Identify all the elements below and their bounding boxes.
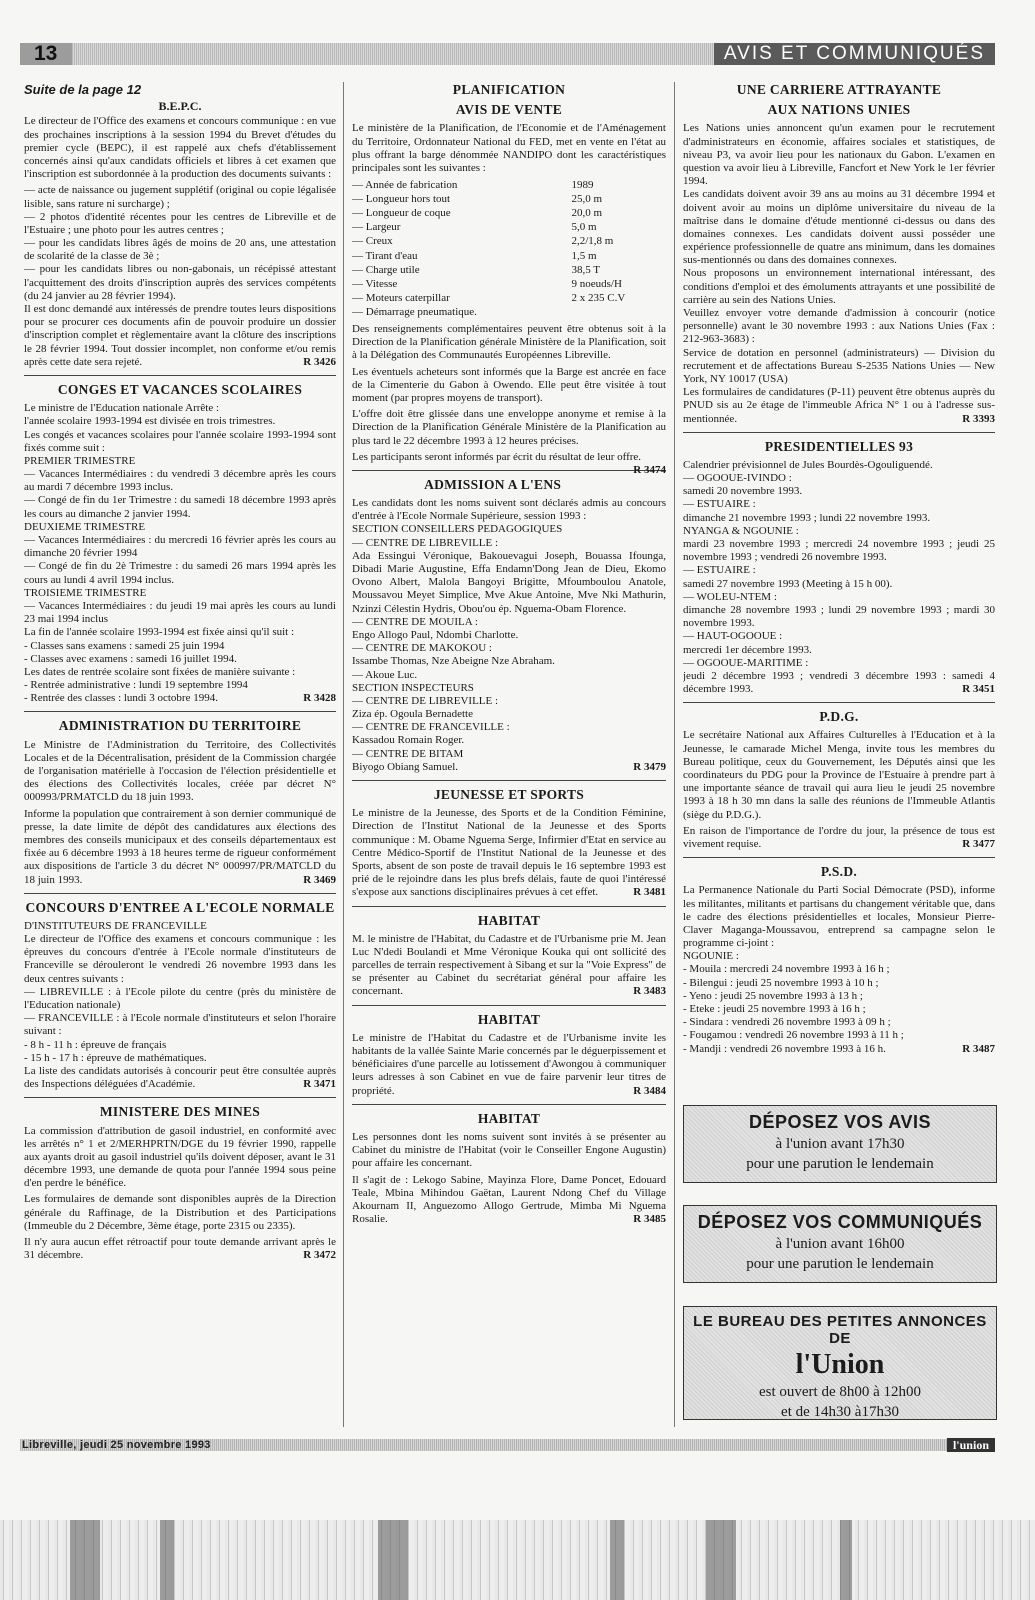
spec-label: — Année de fabrication xyxy=(352,178,458,191)
notice-ref: R 3471 xyxy=(303,1078,336,1091)
list-item: — LIBREVILLE : à l'Ecole pilote du centre (près du ministère de l'Education nationale) xyxy=(24,985,336,1012)
notice-ref: R 3472 xyxy=(303,1249,336,1262)
notice-text: Informe la population que contrairement à son dernier communiqué de presse, la date limite de dépôt des candidatures aux élections des membres des conseils municipaux et des conseils départementaux est fixée au 6 décembre 1993 à 18 heures terme de rigueur conformément aux dispositions de l'article 3 du décret N° 000997/PR/MATCLD du 18 juin 1993. xyxy=(24,807,336,886)
notice-jeunesse xyxy=(352,787,666,900)
spec-row xyxy=(352,277,666,291)
spec-value: 20,0 m xyxy=(571,207,603,219)
divider xyxy=(24,711,336,712)
list-item: — OGOOUE-MARITIME : xyxy=(683,656,809,669)
notice-ref: R 3485 xyxy=(633,1213,666,1226)
scan-artifact xyxy=(840,1520,852,1600)
list-item: NYANGA & NGOUNIE : xyxy=(683,524,799,537)
notice-pdg xyxy=(683,709,995,851)
list-item: — Congé de fin du 2è Trimestre : du samedi 26 mars 1994 après les cours au lundi 4 avril 1994 inclus. xyxy=(24,560,336,586)
list-item: Les Nations unies annoncent qu'un examen pour le recrutement d'administrateurs en économie, affaires sociales et statistiques, de niveau P3, va avoir lieu pour les nationaux du Gabon. L'examen en question va avoir lieu à Libreville, Fancfort et New York le 1er février 1994. xyxy=(683,122,995,188)
notice-title: PLANIFICATION xyxy=(452,82,566,97)
notice-text: L'offre doit être glissée dans une enveloppe anonyme et remise à la Direction de la Planification Générale Ministère de la Planification au plus tard le 22 décembre 1993 à 12 heures précises. xyxy=(352,408,666,447)
spec-label: — Vitesse xyxy=(352,277,398,290)
notice-carriere xyxy=(683,82,995,426)
notice-text: Le secrétaire National aux Affaires Culturelles à l'Education et à la Jeunesse, le camarade Michel Menga, invite tous les membres du Bureau politique, ceux du Gouvernement, les Députés ainsi que les coordinateurs du PDG pour la Province de l'Estuaire à prendre part à une importante séance de travail qui aura lieu le jeudi 25 novembre 1993 à 18 h 30 mn dans la salle des réunions de l'Immeuble Atlantis (siège du P.D.G.). xyxy=(683,729,995,821)
spec-row xyxy=(352,263,666,277)
list-item: — CENTRE DE MAKOKOU : xyxy=(352,642,492,655)
list xyxy=(24,402,336,692)
notice-text: Le ministre de l'Habitat du Cadastre et de l'Urbanisme invite les habitants de la vallée Sainte Marie concernés par le déguerpissement et bénéficiaires d'une parcelle au lotissement d'Awongou à communiquer leurs adresses à son Cabinet en vue de faire parvenir leur titres de propriété. xyxy=(352,1031,666,1097)
notice-text: Les formulaires de demande sont disponibles auprès de la Direction générale du Raffinage, de la Distribution et des Participations (Immeuble du 2 Décembre, 3ème étage, porte 2315 ou 2335). xyxy=(24,1193,336,1232)
list-item: — CENTRE DE LIBREVILLE : xyxy=(352,536,499,549)
notice-ref: R 3451 xyxy=(962,683,995,696)
list-item: mardi 23 novembre 1993 ; mercredi 24 novembre 1993 ; jeudi 25 novembre 1993 ; vendredi 26 novembre 1993. xyxy=(683,538,995,564)
spec-value: 1989 xyxy=(571,178,594,191)
footer-date: Libreville, jeudi 25 novembre 1993 xyxy=(22,1439,211,1451)
list-item: — FRANCEVILLE : à l'Ecole normale d'instituteurs et selon l'horaire suivant : xyxy=(24,1012,336,1038)
notice-ref: R 3487 xyxy=(962,1042,995,1055)
list-item: — pour les candidats libres ou non-gabonais, un récépissé attestant l'acquittement des droits d'inscription auprès des services compétents (du 24 janvier au 28 février 1994). xyxy=(24,263,336,302)
notice-title: P.D.G. xyxy=(819,709,859,725)
scan-artifact xyxy=(160,1520,174,1600)
box-brand: l'Union xyxy=(795,1349,885,1380)
notice-ref: R 3483 xyxy=(633,985,666,998)
notice-title: UNE CARRIERE ATTRAYANTE xyxy=(736,82,942,97)
spec-value: 2 x 235 C.V xyxy=(571,292,626,305)
spec-row xyxy=(352,235,666,249)
spec-row xyxy=(352,292,666,306)
list-item: Kassadou Romain Roger. xyxy=(352,734,465,747)
spec-label: — Charge utile xyxy=(352,263,420,276)
notice-habitat-1 xyxy=(352,913,666,999)
list-item: Nous proposons un environnement international intéressant, des conditions d'emploi et des émoluments attrayants et une possibilité de carrière au sein des Nations Unies. xyxy=(683,267,995,306)
divider xyxy=(24,375,336,376)
list-item: DEUXIEME TRIMESTRE xyxy=(24,520,146,533)
notice-ref: R 3477 xyxy=(962,837,995,850)
notice-ref: R 3426 xyxy=(303,355,336,368)
notice-text xyxy=(24,1236,336,1262)
box-line: à l'union avant 16h00 xyxy=(775,1236,905,1252)
notice-text xyxy=(24,808,336,887)
list-item: samedi 20 novembre 1993. xyxy=(683,485,803,498)
list xyxy=(352,497,666,761)
list-item: — WOLEU-NTEM : xyxy=(683,590,777,603)
list-item: Les congés et vacances scolaires pour l'année scolaire 1993-1994 sont fixés comme suit : xyxy=(24,428,336,454)
list-item: l'année scolaire 1993-1994 est divisée en trois trimestres. xyxy=(24,415,276,428)
list-item: — CENTRE DE MOUILA : xyxy=(352,615,478,628)
list-item: — CENTRE DE FRANCEVILLE : xyxy=(352,721,510,734)
list-item: — OGOOUE-IVINDO : xyxy=(683,472,792,485)
notice-title: HABITAT xyxy=(477,912,541,928)
list-item: - Classes sans examens : samedi 25 juin 1994 xyxy=(24,639,225,652)
notice-text: Biyogo Obiang Samuel. xyxy=(352,760,459,773)
divider xyxy=(24,1097,336,1098)
list-item: SECTION CONSEILLERS PEDAGOGIQUES xyxy=(352,523,563,536)
notice-text: Les participants seront informés par écrit du résultat de leur offre. xyxy=(352,450,642,463)
notice-text xyxy=(683,825,995,851)
list-item: - Mouila : mercredi 24 novembre 1993 à 16 h ; xyxy=(683,963,890,976)
list-item: dimanche 21 novembre 1993 ; lundi 22 novembre 1993. xyxy=(683,511,931,524)
notice-mines xyxy=(24,1104,336,1262)
list-item: samedi 27 novembre 1993 (Meeting à 15 h 00). xyxy=(683,577,893,590)
list-item: NGOUNIE : xyxy=(683,950,739,963)
notice-title: HABITAT xyxy=(477,1110,541,1126)
notice-presidentielles xyxy=(683,439,995,697)
spec-row xyxy=(352,207,666,221)
notice-ref: R 3479 xyxy=(633,760,666,773)
divider xyxy=(352,780,666,781)
divider xyxy=(352,906,666,907)
list-item: Ada Essingui Véronique, Bakouevagui Joseph, Bouassa Ifounga, Dibadi Marie Augustine, Effa Endamn'Dong Jean de Dieu, Ekomo Ovono Albert, Malola Bangoyi Brigitte, Mfoumboulou Anatole, Moussavou Meyet Simplice, Mve Akue Antoine, Mve Nki Mathurin, Nzinzi Célestin Hydris, Obou'ou ép. Nguema-Obam Florence. xyxy=(352,549,666,615)
divider xyxy=(352,1104,666,1105)
spec-value: 38,5 T xyxy=(571,263,601,276)
column-rule xyxy=(343,82,344,1427)
list-item: TROISIEME TRIMESTRE xyxy=(24,586,147,599)
notice-ref: R 3428 xyxy=(303,692,336,705)
notice-text xyxy=(683,1043,995,1056)
list-item: - Sindara : vendredi 26 novembre 1993 à 09 h ; xyxy=(683,1016,891,1029)
notice-text xyxy=(352,807,666,899)
notice-habitat-2 xyxy=(352,1012,666,1098)
spec-label: — Longueur hors tout xyxy=(352,192,451,205)
spec-row xyxy=(352,249,666,263)
notice-text: Il n'y aura aucun effet rétroactif pour toute demande arrivant après le 31 décembre. xyxy=(24,1236,336,1262)
spec-row xyxy=(352,178,666,192)
notice-subtitle: AVIS DE VENTE xyxy=(455,102,563,118)
notice-ens xyxy=(352,477,666,774)
list-item: dimanche 28 novembre 1993 ; lundi 29 novembre 1993 ; mardi 30 novembre 1993. xyxy=(683,603,995,630)
notice-conges xyxy=(24,382,336,706)
notice-text: - Mandji : vendredi 26 novembre 1993 à 16 h. xyxy=(683,1042,886,1055)
notice-ref: R 3474 xyxy=(633,463,666,476)
ad-box-communiques xyxy=(683,1205,997,1283)
notice-text xyxy=(352,761,666,774)
notice-title: CONCOURS D'ENTREE A L'ECOLE NORMALE xyxy=(25,899,335,915)
spec-label: — Tirant d'eau xyxy=(352,249,418,262)
list-item: - 15 h - 17 h : épreuve de mathématiques. xyxy=(24,1051,207,1064)
list-item: — HAUT-OGOOUE : xyxy=(683,630,783,643)
spec-value: 9 noeuds/H xyxy=(571,277,622,290)
notice-text: Il est donc demandé aux intéressés de prendre toutes leurs dispositions pour se procurer ces documents afin de pouvoir produire un dossier d'inscription complet et règlementaire avant la clôture des inscriptions le 28 février 1994. Tout dossier incomplet, non conforme et/ou remis après cette date sera rejeté. xyxy=(24,303,336,368)
notice-text xyxy=(683,386,995,426)
spec-value xyxy=(572,306,667,320)
section-title: AVIS ET COMMUNIQUÉS xyxy=(714,43,995,65)
notice-text xyxy=(352,450,666,476)
notice-administration xyxy=(24,718,336,886)
notice-title: CONGES ET VACANCES SCOLAIRES xyxy=(57,381,303,397)
notice-title: ADMISSION A L'ENS xyxy=(424,476,562,492)
list-item: Les dates de rentrée scolaire sont fixées de manière suivante : xyxy=(24,665,296,678)
spec-label: — Démarrage pneumatique. xyxy=(352,306,477,319)
ad-box-avis xyxy=(683,1105,997,1183)
notice-text: Les personnes dont les noms suivent sont invités à se présenter au Cabinet du ministre de l'Habitat (voir le Conseiller Engone Augustin) pour affaire les concernant. xyxy=(352,1130,666,1170)
notice-title: PRESIDENTIELLES 93 xyxy=(764,438,914,454)
spec-label: — Creux xyxy=(352,235,393,248)
notice-title: ADMINISTRATION DU TERRITOIRE xyxy=(58,718,302,734)
box-line: pour une parution le lendemain xyxy=(746,1156,934,1172)
notice-title: B.E.P.C. xyxy=(158,99,202,113)
list-item: Service de dotation en personnel (administrateurs) — Division du recrutement et de affectations Bureau S-2535 Nations Unies — New York, NY 10017 (USA) xyxy=(683,346,995,385)
list-item: — Vacances Intermédiaires : du jeudi 19 mai après les cours au lundi 23 mai 1994 inclus xyxy=(24,599,336,626)
box-heading: DÉPOSEZ VOS COMMUNIQUÉS xyxy=(697,1212,983,1232)
box-line: pour une parution le lendemain xyxy=(746,1256,934,1272)
notice-text: jeudi 2 décembre 1993 ; vendredi 3 décembre 1993 : samedi 4 décembre 1993. xyxy=(683,669,995,696)
scan-artifact xyxy=(706,1520,736,1600)
notice-bepc xyxy=(24,99,336,369)
notice-text: Des renseignements complémentaires peuvent être obtenus soit à la Direction de la Planification générale Ministère de la Planification, soit à la Délégation des Communautés Européennes Libreville. xyxy=(352,323,666,362)
list-item: Le directeur de l'Office des examens et concours communique : les épreuves du concours d'entrée à l'Ecole normale d'instituteurs de Franceville se dérouleront le vendredi 26 novembre 1993 dans les deux centres suivants : xyxy=(24,933,336,985)
notice-text: Les éventuels acheteurs sont informés que la Barge est ancrée en face de la Cimenterie du Gabon à Owendo. Elle peut être visitée à tout moment (par propres moyens de transport). xyxy=(352,365,666,404)
notice-ref: R 3469 xyxy=(303,873,336,886)
scan-artifact xyxy=(70,1520,100,1600)
spec-label: — Largeur xyxy=(352,221,401,234)
notice-text: - Rentrée des classes : lundi 3 octobre 1994. xyxy=(24,692,218,705)
notice-psd xyxy=(683,864,995,1056)
spec-value: 2,2/1,8 m xyxy=(571,235,614,248)
notice-text xyxy=(352,1174,666,1227)
notice-text xyxy=(683,670,995,696)
divider xyxy=(683,857,995,858)
list-item: - Rentrée administrative : lundi 19 septembre 1994 xyxy=(24,679,248,692)
spec-row xyxy=(352,306,666,320)
column-rule xyxy=(674,82,675,1427)
box-line: à l'union avant 17h30 xyxy=(775,1136,905,1152)
list-item: Le ministre de l'Education nationale Arrête : xyxy=(24,402,220,415)
notice-subtitle: D'INSTITUTEURS DE FRANCEVILLE xyxy=(24,919,207,932)
list-item: — CENTRE DE BITAM xyxy=(352,747,464,760)
notice-text: En raison de l'importance de l'ordre du jour, la présence de tous est vivement requise. xyxy=(683,824,995,850)
notice-title: JEUNESSE ET SPORTS xyxy=(433,787,585,802)
divider xyxy=(352,470,666,471)
list-item: Calendrier prévisionnel de Jules Bourdès-Ogouliguendé. xyxy=(683,458,933,471)
notice-text xyxy=(352,933,666,999)
list-item: — ESTUAIRE : xyxy=(683,564,756,577)
notice-text: Le ministère de la Planification, de l'Economie et de l'Aménagement du Territoire, Ordonnateur National du FED, met en vente en l'état au plus offrant la barge dénommée NANDIPO dont les caractéristiques principales sont les suivantes : xyxy=(352,122,666,174)
spec-value: 25,0 m xyxy=(571,192,603,205)
list-item: mercredi 1er décembre 1993. xyxy=(683,643,812,656)
scan-noise xyxy=(0,1520,1035,1600)
notice-text: Les formulaires de candidatures (P-11) peuvent être obtenus auprès du PNUD sis au 2e étage de l'immeuble Africa N° 1 ou à l'adresse sus-mentionnée. xyxy=(683,386,995,425)
spec-table xyxy=(352,178,666,320)
footer-brand: l'union xyxy=(947,1438,995,1452)
divider xyxy=(683,432,995,433)
box-heading: LE BUREAU DES PETITES ANNONCES DE xyxy=(693,1313,987,1347)
list-item: - Fougamou : vendredi 26 novembre 1993 à 11 h ; xyxy=(683,1029,904,1042)
notice-text: La commission d'attribution de gasoil industriel, en conformité avec les arrêtés n° 1 et 2/MERHPRTN/DGE du 19 février 1990, rappelle aux ayants droit au gasoil industriel qu'ils doivent déposer, avant le 31 décembre 1993, une demande de quota pour l'année 1994 sous peine d'en perdre le bénéfice. xyxy=(24,1124,336,1190)
list-item: - Yeno : jeudi 25 novembre 1993 à 13 h ; xyxy=(683,989,863,1002)
list-item: PREMIER TRIMESTRE xyxy=(24,454,136,467)
list xyxy=(683,122,995,386)
notice-ref: R 3481 xyxy=(633,886,666,899)
list-item: Les candidats dont les noms suivent sont déclarés admis au concours d'entrée à l'Ecole Normale Supérieure, session 1993 : xyxy=(352,497,666,523)
divider xyxy=(24,893,336,894)
notice-concours xyxy=(24,900,336,1092)
notice-text xyxy=(24,303,336,369)
list-item: - Eteke : jeudi 25 novembre 1993 à 16 h ; xyxy=(683,1003,866,1015)
spec-row xyxy=(352,221,666,235)
list-item: — Vacances Intermédiaires : du vendredi 3 décembre après les cours au mardi 7 décembre 1993 inclus. xyxy=(24,468,336,494)
notice-title: MINISTERE DES MINES xyxy=(99,1104,261,1120)
list-item: La fin de l'année scolaire 1993-1994 est fixée ainsi qu'il suit : xyxy=(24,626,295,639)
continued-label: Suite de la page 12 xyxy=(24,82,142,97)
box-heading: DÉPOSEZ VOS AVIS xyxy=(748,1112,932,1132)
box-line: et de 14h30 à17h30 xyxy=(781,1404,899,1420)
notice-title: P.S.D. xyxy=(820,864,858,880)
spec-label: — Moteurs caterpillar xyxy=(352,292,450,305)
list xyxy=(683,884,995,1042)
notice-text: M. le ministre de l'Habitat, du Cadastre et de l'Urbanisme prie M. Jean Luc N'dedi Boulandi et Mme Véronique Kouka qui ont sollicité des parcelles de terrain respectivement à Sibang et sur la "Voie Express" de se présenter au Cabinet du secrétariat général pour affaire les concernant. xyxy=(352,932,666,998)
notice-ref: R 3484 xyxy=(633,1084,666,1097)
notice-text: Le Ministre de l'Administration du Territoire, des Collectivités Locales et de la Décentralisation, président de la Commission chargée de l'organisation matérielle à l'occasion de l'élection présidentielle et des élections des Collectivités locales, créée par décret N° 000993/PRMATCLD du 18 juin 1993. xyxy=(24,738,336,804)
list xyxy=(683,459,995,670)
notice-text xyxy=(24,692,336,705)
notice-text: Il s'agit de : Lekogo Sabine, Mayinza Flore, Dame Poncet, Edouard Teale, Mbina Mihindou Gaëtan, Laurent Ndong Chef du Village Akournam II, Anguezomo Allogo Gertrude, Mimba Mi Nguema Rosalie. xyxy=(352,1173,666,1226)
notice-planification xyxy=(352,82,666,476)
list-item: — CENTRE DE LIBREVILLE : xyxy=(352,694,499,707)
ad-box-bureau xyxy=(683,1306,997,1420)
scan-artifact xyxy=(610,1520,624,1600)
notice-text: Le ministre de la Jeunesse, des Sports et de la Condition Féminine, Direction de l'Institut National de la Jeunesse et des Sports communique : M. Obame Nguema Serge, Infirmier d'Etat en service au Centre Médico-Sportif de l'Institut National de la Jeunesse et des Sports, absent de son poste de travail depuis le 16 septembre 1993 est prié de le rejoindre dans les plus brefs délais, faute de quoi l'intéressé s'expose aux sanctions disciplinaires prévues à cet effet. xyxy=(352,807,666,899)
list-item: La Permanence Nationale du Parti Social Démocrate (PSD), informe les militantes, militants et partisans du changement véritable que, dans le cadre des élections présidentielles et locales, Monsieur Pierre-Claver Maganga-Moussavou, entreprend sa campagne selon le programme ci-joint : xyxy=(683,884,995,950)
list-item: Les candidats doivent avoir 39 ans au moins au 31 décembre 1994 et doivent avoir au moins un diplôme universitaire du niveau de la maîtrise dans le domaine d'étude mentionné ci-dessus ou dans des domaines connexes. Les candidats doivent aussi posséder une expérience professionnelle de quatre ans minimum, dans les domaines sus-mentionnés ou dans des domaines connexes. xyxy=(683,188,995,267)
column-2 xyxy=(352,82,666,1427)
list-item: - Classes avec examens : samedi 16 juillet 1994. xyxy=(24,652,237,665)
list xyxy=(24,184,336,303)
column-3 xyxy=(683,82,995,1082)
notice-subtitle: AUX NATIONS UNIES xyxy=(767,102,911,118)
divider xyxy=(683,702,995,703)
list-item: Veuillez envoyer votre demande d'admission à concourir (notice personnelle) avant le 30 novembre 1993 : aux Nations Unies (Fax : 212-963-3683) : xyxy=(683,307,995,346)
page-number: 13 xyxy=(20,43,72,65)
list-item: — Congé de fin du 1er Trimestre : du samedi 18 décembre 1993 après les cours au dimanche 2 janvier 1994. xyxy=(24,494,336,520)
list-item: - Bilengui : jeudi 25 novembre 1993 à 10 h ; xyxy=(683,976,879,989)
box-line: est ouvert de 8h00 à 12h00 xyxy=(758,1384,922,1400)
divider xyxy=(352,1005,666,1006)
column-1 xyxy=(24,82,336,1427)
notice-text: La liste des candidats autorisés à concourir peut être consultée auprès des Inspections déléguées d'Académie. xyxy=(24,1064,336,1091)
scan-artifact xyxy=(378,1520,408,1600)
list xyxy=(24,933,336,1065)
list-item: — pour les candidats libres âgés de moins de 20 ans, une attestation de scolarité de la classe de 3è ; xyxy=(24,237,336,263)
spec-label: — Longueur de coque xyxy=(352,207,451,219)
spec-value: 1,5 m xyxy=(571,249,597,262)
list-item: — 2 photos d'identité récentes pour les centres de Libreville et de l'Estuaire ; une photo pour les autres centres ; xyxy=(24,210,336,236)
list-item: - 8 h - 11 h : épreuve de français xyxy=(24,1038,167,1051)
spec-value: 5,0 m xyxy=(571,221,597,234)
notice-text: Le directeur de l'Office des examens et concours communique : en vue des prochaines inscriptions à la session 1994 du Brevet d'études du premier cycle (BEPC), il est rappelé aux chefs d'établissement concernés ainsi qu'aux candidats officiels et libres à cet examen que l'inscription est subordonnée à la production des documents suivants : xyxy=(24,115,336,181)
notice-ref: R 3393 xyxy=(962,412,995,425)
list-item: SECTION INSPECTEURS xyxy=(352,681,474,694)
list-item: Issambe Thomas, Nze Abeigne Nze Abraham. xyxy=(352,655,555,668)
list-item: — Vacances Intermédiaires : du mercredi 16 février après les cours au dimanche 20 février 1994 xyxy=(24,534,336,560)
notice-text xyxy=(24,1065,336,1091)
list-item: Engo Allogo Paul, Ndombi Charlotte. xyxy=(352,628,519,641)
spec-row xyxy=(352,192,666,206)
notice-habitat-3 xyxy=(352,1111,666,1227)
list-item: — Akoue Luc. xyxy=(352,668,418,681)
list-item: — acte de naissance ou jugement supplétif (original ou copie légalisée lisible, sans rature ni surcharge) ; xyxy=(24,184,336,210)
notice-text xyxy=(352,1032,666,1098)
notice-title: HABITAT xyxy=(477,1011,541,1027)
list-item: Ziza ép. Ogoula Bernadette xyxy=(352,708,473,721)
list-item: — ESTUAIRE : xyxy=(683,498,756,511)
